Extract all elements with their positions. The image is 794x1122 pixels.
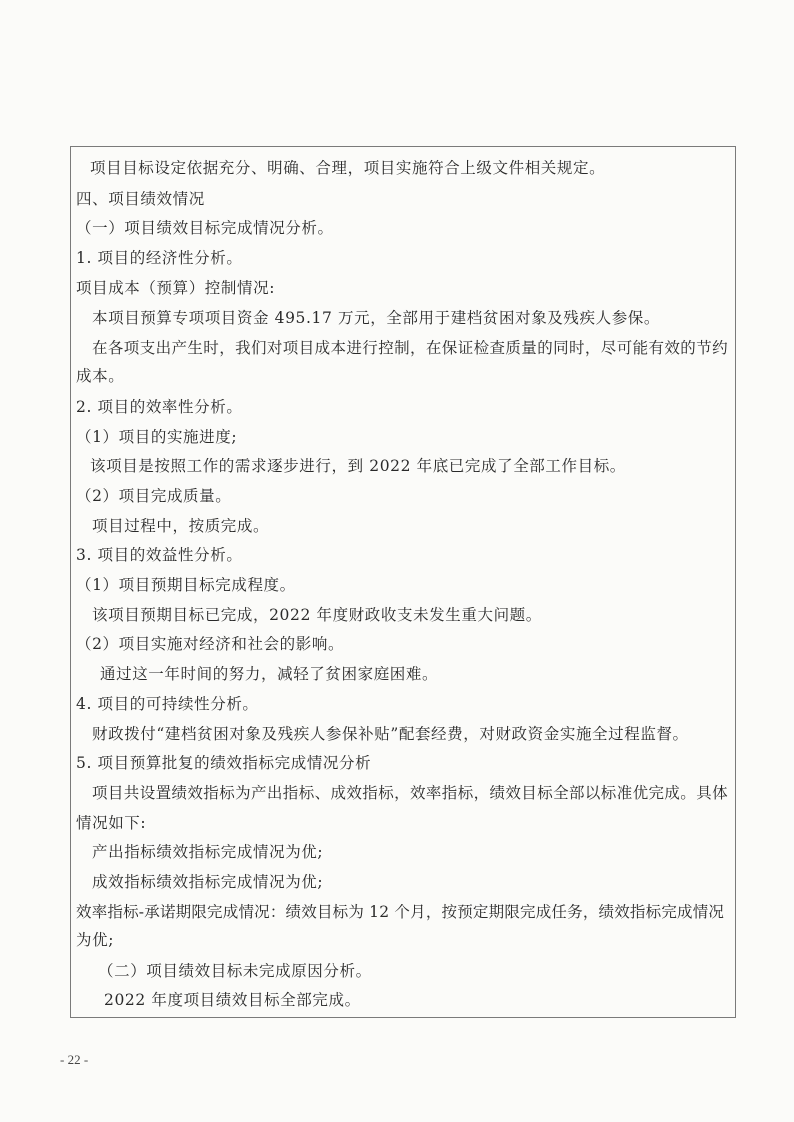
text-line: 本项目预算专项项目资金 495.17 万元，全部用于建档贫困对象及残疾人参保。 (92, 309, 660, 327)
text-line: 项目过程中，按质完成。 (92, 517, 270, 535)
text-line: 成效指标绩效指标完成情况为优; (92, 873, 324, 891)
item-heading: 2. 项目的效率性分析。 (76, 398, 243, 416)
item-heading: 3. 项目的效益性分析。 (76, 546, 243, 564)
text-line: 项目成本（预算）控制情况: (76, 279, 276, 297)
text-line: 2022 年度项目绩效目标全部完成。 (104, 991, 361, 1009)
text-line: 通过这一年时间的努力，减轻了贫困家庭困难。 (100, 665, 439, 683)
text-line: 为优; (76, 931, 115, 949)
subsection-heading: （一）项目绩效目标完成情况分析。 (76, 219, 334, 237)
text-line: 该项目是按照工作的需求逐步进行，到 2022 年底已完成了全部工作目标。 (90, 457, 626, 475)
text-line: 财政拨付“建档贫困对象及残疾人参保补贴”配套经费，对财政资金实施全过程监督。 (92, 725, 689, 743)
subsection-heading: （二）项目绩效目标未完成原因分析。 (98, 962, 372, 980)
text-line: 产出指标绩效指标完成情况为优; (92, 843, 324, 861)
item-heading: 5. 项目预算批复的绩效指标完成情况分析 (76, 754, 372, 772)
section-heading: 四、项目绩效情况 (76, 190, 205, 208)
text-line: 项目共设置绩效指标为产出指标、成效指标，效率指标，绩效目标全部以标准优完成。具体 (92, 784, 729, 802)
item-heading: 1. 项目的经济性分析。 (76, 249, 243, 267)
text-line: 情况如下: (76, 814, 147, 832)
text-line: 成本。 (76, 367, 125, 385)
item-heading: 4. 项目的可持续性分析。 (76, 695, 259, 713)
text-line: （2）项目实施对经济和社会的影响。 (76, 635, 345, 653)
text-line: （1）项目预期目标完成程度。 (76, 576, 296, 594)
text-line: （2）项目完成质量。 (76, 487, 232, 505)
text-line: （1）项目的实施进度; (76, 428, 238, 446)
text-line: 在各项支出产生时，我们对项目成本进行控制，在保证检查质量的同时，尽可能有效的节约 (92, 339, 729, 357)
page-number: - 22 - (60, 1052, 89, 1067)
text-line: 项目目标设定依据充分、明确、合理，项目实施符合上级文件相关规定。 (90, 159, 606, 177)
text-line: 该项目预期目标已完成，2022 年度财政收支未发生重大问题。 (92, 606, 542, 624)
text-line: 效率指标-承诺期限完成情况：绩效目标为 12 个月，按预定期限完成任务，绩效指标完成情况 (76, 903, 725, 921)
